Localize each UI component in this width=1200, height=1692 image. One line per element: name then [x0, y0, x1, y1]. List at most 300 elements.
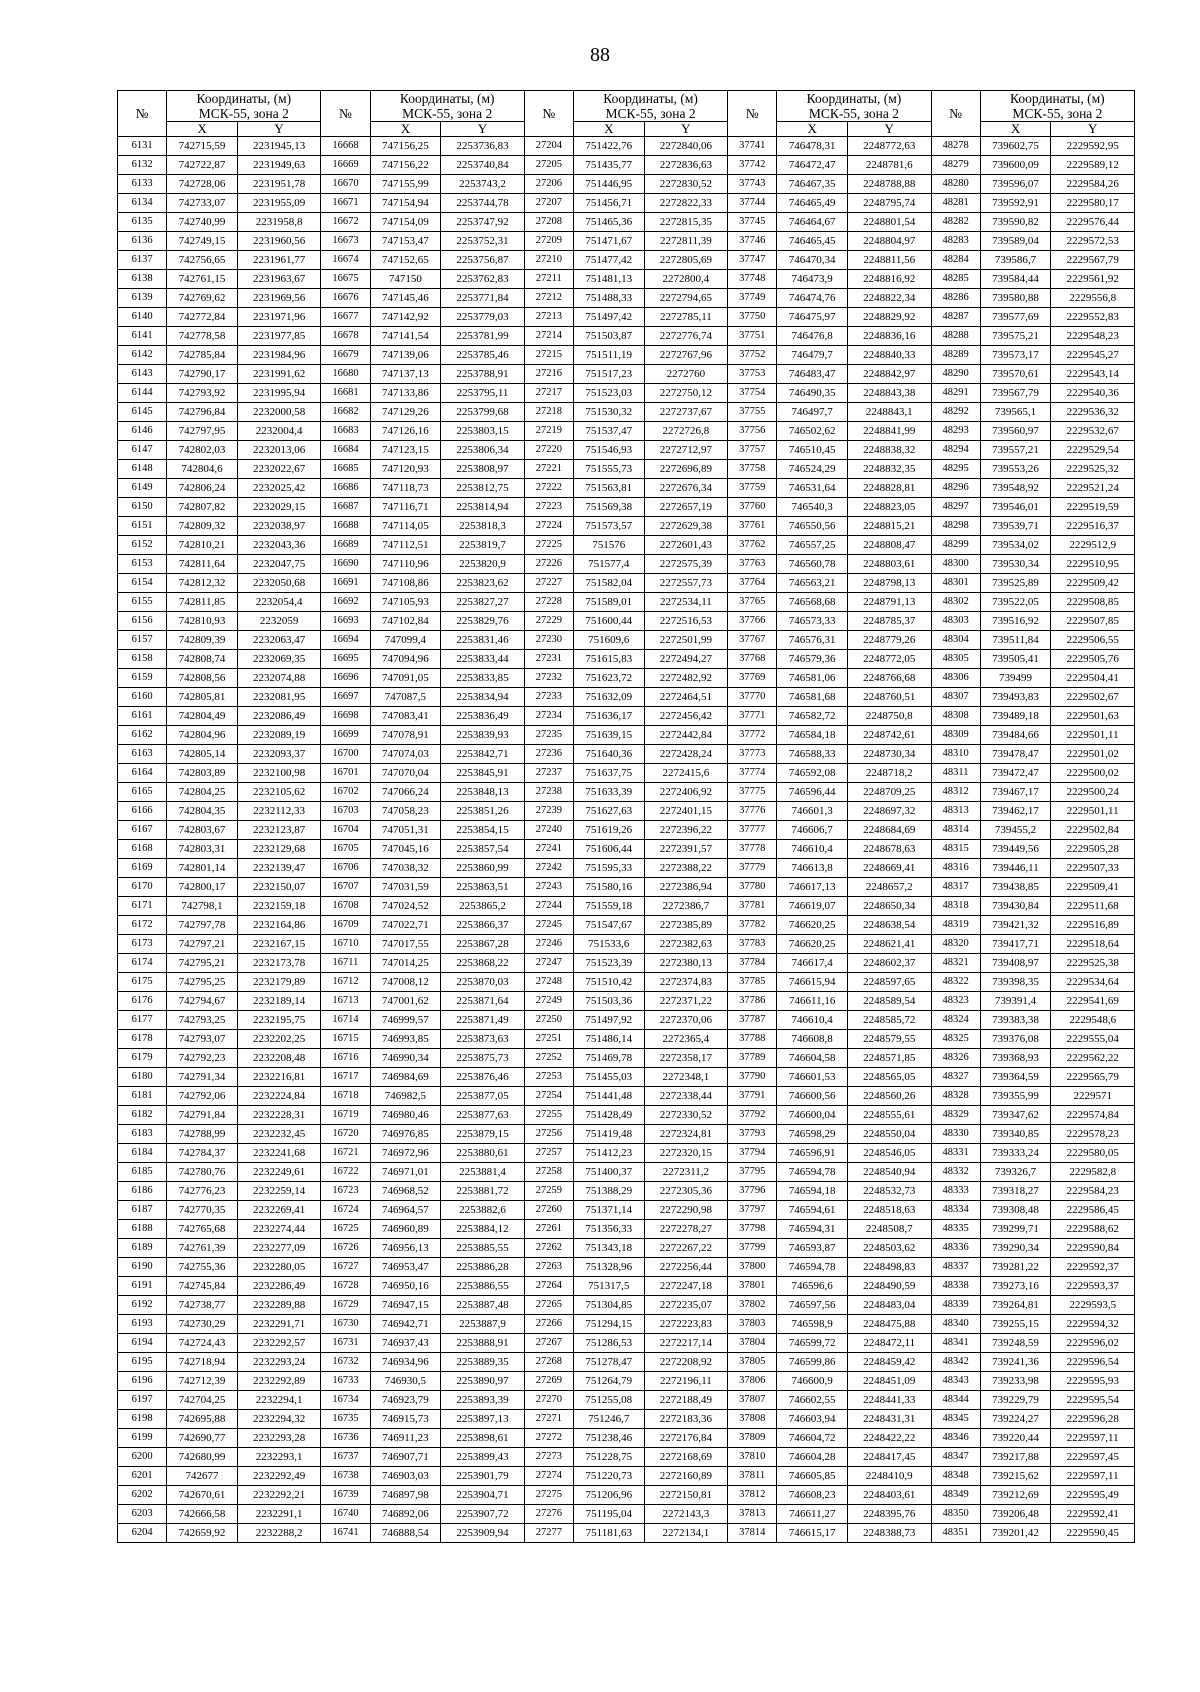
y-value: 2232173,78 — [237, 954, 321, 973]
y-value: 2231961,77 — [237, 251, 321, 270]
y-value: 2229586,45 — [1051, 1201, 1135, 1220]
y-value: 2229595,49 — [1051, 1486, 1135, 1505]
point-number: 37755 — [728, 403, 777, 422]
y-value: 2232081,95 — [237, 688, 321, 707]
y-value: 2229592,95 — [1051, 137, 1135, 156]
x-value: 739589,04 — [980, 232, 1051, 251]
y-value: 2253889,35 — [441, 1353, 525, 1372]
y-value: 2232277,09 — [237, 1239, 321, 1258]
table-row — [118, 1087, 1135, 1106]
x-value: 742808,74 — [167, 650, 238, 669]
x-value: 742790,17 — [167, 365, 238, 384]
y-value: 2248841,99 — [848, 422, 932, 441]
x-value: 751533,6 — [573, 935, 644, 954]
point-number: 27206 — [524, 175, 573, 194]
point-number: 48350 — [931, 1505, 980, 1524]
point-number: 27247 — [524, 954, 573, 973]
y-value: 2229596,02 — [1051, 1334, 1135, 1353]
y-value: 2229571 — [1051, 1087, 1135, 1106]
y-value: 2229565,79 — [1051, 1068, 1135, 1087]
x-value: 746600,9 — [777, 1372, 848, 1391]
y-value: 2253836,49 — [441, 707, 525, 726]
x-value: 746592,08 — [777, 764, 848, 783]
coord-header: Координаты, (м) МСК-55, зона 2 — [573, 91, 727, 122]
point-number: 6194 — [118, 1334, 167, 1353]
coordinates-table — [117, 90, 1135, 1543]
table-row — [118, 1524, 1135, 1543]
x-value: 751537,47 — [573, 422, 644, 441]
y-value: 2248803,61 — [848, 555, 932, 574]
point-number: 16701 — [321, 764, 370, 783]
x-value: 742795,21 — [167, 954, 238, 973]
point-number: 16706 — [321, 859, 370, 878]
x-value: 739573,17 — [980, 346, 1051, 365]
x-value: 746617,13 — [777, 878, 848, 897]
point-number: 6153 — [118, 555, 167, 574]
x-value: 746993,85 — [370, 1030, 441, 1049]
x-value: 742695,88 — [167, 1410, 238, 1429]
point-number: 6136 — [118, 232, 167, 251]
y-value: 2248403,61 — [848, 1486, 932, 1505]
table-row — [118, 232, 1135, 251]
point-number: 27253 — [524, 1068, 573, 1087]
point-number: 48321 — [931, 954, 980, 973]
x-value: 742809,32 — [167, 517, 238, 536]
point-number: 6164 — [118, 764, 167, 783]
y-value: 2248431,31 — [848, 1410, 932, 1429]
y-value: 2229595,93 — [1051, 1372, 1135, 1391]
x-value: 742811,64 — [167, 555, 238, 574]
point-number: 48279 — [931, 156, 980, 175]
x-value: 746598,9 — [777, 1315, 848, 1334]
y-value: 2272494,27 — [644, 650, 728, 669]
y-value: 2272534,11 — [644, 593, 728, 612]
point-number: 6173 — [118, 935, 167, 954]
x-value: 739340,85 — [980, 1125, 1051, 1144]
x-value: 751264,79 — [573, 1372, 644, 1391]
y-value: 2232292,57 — [237, 1334, 321, 1353]
page-number: 88 — [590, 44, 610, 66]
y-value: 2272396,22 — [644, 821, 728, 840]
point-number: 6165 — [118, 783, 167, 802]
y-value: 2253851,26 — [441, 802, 525, 821]
x-value: 746980,46 — [370, 1106, 441, 1125]
y-value: 2248579,55 — [848, 1030, 932, 1049]
y-value: 2229516,37 — [1051, 517, 1135, 536]
y-value: 2253834,94 — [441, 688, 525, 707]
y-value: 2253876,46 — [441, 1068, 525, 1087]
y-value: 2272183,36 — [644, 1410, 728, 1429]
table-row — [118, 1429, 1135, 1448]
point-number: 27234 — [524, 707, 573, 726]
y-value: 2253845,91 — [441, 764, 525, 783]
point-number: 27216 — [524, 365, 573, 384]
point-number: 48308 — [931, 707, 980, 726]
point-number: 16681 — [321, 384, 370, 403]
point-number: 37752 — [728, 346, 777, 365]
x-value: 739299,71 — [980, 1220, 1051, 1239]
point-number: 6171 — [118, 897, 167, 916]
y-value: 2229588,62 — [1051, 1220, 1135, 1239]
point-number: 27228 — [524, 593, 573, 612]
point-number: 27268 — [524, 1353, 573, 1372]
table-header — [118, 91, 1135, 137]
y-value: 2248472,11 — [848, 1334, 932, 1353]
y-value: 2248697,32 — [848, 802, 932, 821]
y-value: 2272575,39 — [644, 555, 728, 574]
x-value: 751600,44 — [573, 612, 644, 631]
y-header: Y — [441, 122, 525, 137]
y-value: 2272196,11 — [644, 1372, 728, 1391]
point-number: 37768 — [728, 650, 777, 669]
point-number: 6181 — [118, 1087, 167, 1106]
y-value: 2253867,28 — [441, 935, 525, 954]
y-value: 2229594,32 — [1051, 1315, 1135, 1334]
x-value: 751546,93 — [573, 441, 644, 460]
point-number: 16707 — [321, 878, 370, 897]
y-value: 2232286,49 — [237, 1277, 321, 1296]
point-number: 48304 — [931, 631, 980, 650]
x-value: 747031,59 — [370, 878, 441, 897]
point-number: 16697 — [321, 688, 370, 707]
point-number: 48345 — [931, 1410, 980, 1429]
point-number: 16712 — [321, 973, 370, 992]
y-value: 2229512,9 — [1051, 536, 1135, 555]
x-value: 747129,26 — [370, 403, 441, 422]
y-value: 2229507,85 — [1051, 612, 1135, 631]
table-row — [118, 403, 1135, 422]
table-row — [118, 194, 1135, 213]
y-value: 2232195,75 — [237, 1011, 321, 1030]
num-header: № — [524, 91, 573, 137]
y-value: 2253865,2 — [441, 897, 525, 916]
point-number: 6152 — [118, 536, 167, 555]
point-number: 37804 — [728, 1334, 777, 1353]
x-value: 746968,52 — [370, 1182, 441, 1201]
point-number: 37803 — [728, 1315, 777, 1334]
y-value: 2231971,96 — [237, 308, 321, 327]
point-number: 27255 — [524, 1106, 573, 1125]
y-value: 2229576,44 — [1051, 213, 1135, 232]
point-number: 37774 — [728, 764, 777, 783]
y-value: 2229574,84 — [1051, 1106, 1135, 1125]
y-value: 2253886,55 — [441, 1277, 525, 1296]
x-value: 751640,36 — [573, 745, 644, 764]
y-value: 2248388,73 — [848, 1524, 932, 1543]
x-value: 746597,56 — [777, 1296, 848, 1315]
x-value: 742810,21 — [167, 536, 238, 555]
y-value: 2253854,15 — [441, 821, 525, 840]
point-number: 16677 — [321, 308, 370, 327]
x-value: 747156,25 — [370, 137, 441, 156]
x-value: 746576,31 — [777, 631, 848, 650]
y-value: 2253873,63 — [441, 1030, 525, 1049]
point-number: 16725 — [321, 1220, 370, 1239]
point-number: 37789 — [728, 1049, 777, 1068]
point-number: 48301 — [931, 574, 980, 593]
y-value: 2272365,4 — [644, 1030, 728, 1049]
point-number: 6189 — [118, 1239, 167, 1258]
y-value: 2229501,02 — [1051, 745, 1135, 764]
y-value: 2248815,21 — [848, 517, 932, 536]
y-value: 2229584,26 — [1051, 175, 1135, 194]
point-number: 16710 — [321, 935, 370, 954]
x-value: 742690,77 — [167, 1429, 238, 1448]
y-value: 2229536,32 — [1051, 403, 1135, 422]
table-row — [118, 1068, 1135, 1087]
x-value: 742666,58 — [167, 1505, 238, 1524]
point-number: 16680 — [321, 365, 370, 384]
x-value: 751555,73 — [573, 460, 644, 479]
point-number: 27226 — [524, 555, 573, 574]
y-value: 2248638,54 — [848, 916, 932, 935]
x-value: 739467,17 — [980, 783, 1051, 802]
x-value: 747133,86 — [370, 384, 441, 403]
x-value: 751510,42 — [573, 973, 644, 992]
point-number: 48278 — [931, 137, 980, 156]
x-value: 746540,3 — [777, 498, 848, 517]
x-value: 751609,6 — [573, 631, 644, 650]
x-value: 751246,7 — [573, 1410, 644, 1429]
x-value: 746602,55 — [777, 1391, 848, 1410]
y-value: 2272836,63 — [644, 156, 728, 175]
point-number: 48298 — [931, 517, 980, 536]
point-number: 6139 — [118, 289, 167, 308]
table-row — [118, 498, 1135, 517]
table-row — [118, 1372, 1135, 1391]
point-number: 27277 — [524, 1524, 573, 1543]
x-value: 751636,17 — [573, 707, 644, 726]
x-value: 739505,41 — [980, 650, 1051, 669]
point-number: 27270 — [524, 1391, 573, 1410]
y-value: 2248843,1 — [848, 403, 932, 422]
x-value: 746617,4 — [777, 954, 848, 973]
x-value: 751419,48 — [573, 1125, 644, 1144]
x-value: 739391,4 — [980, 992, 1051, 1011]
y-value: 2272386,94 — [644, 878, 728, 897]
y-value: 2272456,42 — [644, 707, 728, 726]
point-number: 37809 — [728, 1429, 777, 1448]
y-value: 2229567,79 — [1051, 251, 1135, 270]
x-value: 746473,9 — [777, 270, 848, 289]
x-value: 746479,7 — [777, 346, 848, 365]
x-value: 751206,96 — [573, 1486, 644, 1505]
table-row — [118, 555, 1135, 574]
y-value: 2272267,22 — [644, 1239, 728, 1258]
y-value: 2231984,96 — [237, 346, 321, 365]
x-value: 742791,34 — [167, 1068, 238, 1087]
point-number: 48334 — [931, 1201, 980, 1220]
point-number: 48281 — [931, 194, 980, 213]
x-value: 742769,62 — [167, 289, 238, 308]
y-value: 2253885,55 — [441, 1239, 525, 1258]
point-number: 27276 — [524, 1505, 573, 1524]
y-value: 2272388,22 — [644, 859, 728, 878]
x-value: 751435,77 — [573, 156, 644, 175]
table-row — [118, 574, 1135, 593]
point-number: 48347 — [931, 1448, 980, 1467]
x-value: 751255,08 — [573, 1391, 644, 1410]
y-value: 2229521,24 — [1051, 479, 1135, 498]
point-number: 16720 — [321, 1125, 370, 1144]
point-number: 16671 — [321, 194, 370, 213]
point-number: 27245 — [524, 916, 573, 935]
y-value: 2272223,83 — [644, 1315, 728, 1334]
y-header: Y — [848, 122, 932, 137]
point-number: 27267 — [524, 1334, 573, 1353]
y-value: 2232292,21 — [237, 1486, 321, 1505]
x-value: 751497,42 — [573, 308, 644, 327]
x-value: 746464,67 — [777, 213, 848, 232]
point-number: 37784 — [728, 954, 777, 973]
point-number: 48322 — [931, 973, 980, 992]
point-number: 16705 — [321, 840, 370, 859]
point-number: 16685 — [321, 460, 370, 479]
point-number: 27223 — [524, 498, 573, 517]
point-number: 6187 — [118, 1201, 167, 1220]
y-value: 2231951,78 — [237, 175, 321, 194]
y-value: 2253833,85 — [441, 669, 525, 688]
y-value: 2248823,05 — [848, 498, 932, 517]
x-value: 747045,16 — [370, 840, 441, 859]
x-value: 746620,25 — [777, 916, 848, 935]
point-number: 16716 — [321, 1049, 370, 1068]
y-value: 2248842,97 — [848, 365, 932, 384]
point-number: 6192 — [118, 1296, 167, 1315]
table-row — [118, 479, 1135, 498]
x-value: 747118,73 — [370, 479, 441, 498]
point-number: 48296 — [931, 479, 980, 498]
x-value: 746584,18 — [777, 726, 848, 745]
y-value: 2253829,76 — [441, 612, 525, 631]
point-number: 16695 — [321, 650, 370, 669]
x-value: 746475,97 — [777, 308, 848, 327]
y-value: 2248490,59 — [848, 1277, 932, 1296]
x-value: 751576 — [573, 536, 644, 555]
point-number: 37778 — [728, 840, 777, 859]
table-row — [118, 1334, 1135, 1353]
table-row — [118, 1030, 1135, 1049]
point-number: 48335 — [931, 1220, 980, 1239]
y-value: 2272712,97 — [644, 441, 728, 460]
y-value: 2272737,67 — [644, 403, 728, 422]
y-value: 2272811,39 — [644, 232, 728, 251]
point-number: 48310 — [931, 745, 980, 764]
point-number: 48294 — [931, 441, 980, 460]
y-value: 2229519,59 — [1051, 498, 1135, 517]
y-value: 2229518,64 — [1051, 935, 1135, 954]
x-value: 747017,55 — [370, 935, 441, 954]
point-number: 16711 — [321, 954, 370, 973]
point-number: 16709 — [321, 916, 370, 935]
y-value: 2231949,63 — [237, 156, 321, 175]
x-value: 747051,31 — [370, 821, 441, 840]
x-value: 751446,95 — [573, 175, 644, 194]
x-value: 746610,4 — [777, 840, 848, 859]
y-value: 2272380,13 — [644, 954, 728, 973]
x-value: 739229,79 — [980, 1391, 1051, 1410]
y-value: 2229545,27 — [1051, 346, 1135, 365]
y-value: 2248804,97 — [848, 232, 932, 251]
x-value: 742800,17 — [167, 878, 238, 897]
x-value: 746467,35 — [777, 175, 848, 194]
x-value: 751530,32 — [573, 403, 644, 422]
x-value: 746531,64 — [777, 479, 848, 498]
x-value: 739525,89 — [980, 574, 1051, 593]
x-value: 746594,78 — [777, 1258, 848, 1277]
point-number: 16684 — [321, 441, 370, 460]
y-value: 2253744,78 — [441, 194, 525, 213]
y-value: 2272785,11 — [644, 308, 728, 327]
point-number: 16724 — [321, 1201, 370, 1220]
x-value: 742808,56 — [167, 669, 238, 688]
y-value: 2232159,18 — [237, 897, 321, 916]
y-value: 2272760 — [644, 365, 728, 384]
point-number: 16691 — [321, 574, 370, 593]
x-value: 739347,62 — [980, 1106, 1051, 1125]
y-value: 2272348,1 — [644, 1068, 728, 1087]
y-value: 2253848,13 — [441, 783, 525, 802]
y-value: 2253747,92 — [441, 213, 525, 232]
x-value: 742715,59 — [167, 137, 238, 156]
point-number: 27212 — [524, 289, 573, 308]
point-number: 27240 — [524, 821, 573, 840]
x-value: 742793,07 — [167, 1030, 238, 1049]
x-value: 742765,68 — [167, 1220, 238, 1239]
x-value: 746615,17 — [777, 1524, 848, 1543]
x-value: 739567,79 — [980, 384, 1051, 403]
coord-header: Координаты, (м) МСК-55, зона 2 — [777, 91, 931, 122]
point-number: 27222 — [524, 479, 573, 498]
y-value: 2248451,09 — [848, 1372, 932, 1391]
x-value: 746903,03 — [370, 1467, 441, 1486]
point-number: 27275 — [524, 1486, 573, 1505]
table-row — [118, 1505, 1135, 1524]
point-number: 37812 — [728, 1486, 777, 1505]
coord-header: Координаты, (м) МСК-55, зона 2 — [370, 91, 524, 122]
x-value: 751486,14 — [573, 1030, 644, 1049]
y-value: 2253803,15 — [441, 422, 525, 441]
point-number: 48333 — [931, 1182, 980, 1201]
point-number: 27260 — [524, 1201, 573, 1220]
y-value: 2248585,72 — [848, 1011, 932, 1030]
table-row — [118, 1353, 1135, 1372]
x-value: 746593,87 — [777, 1239, 848, 1258]
num-header: № — [728, 91, 777, 137]
point-number: 6193 — [118, 1315, 167, 1334]
x-value: 751422,76 — [573, 137, 644, 156]
x-value: 746465,45 — [777, 232, 848, 251]
y-value: 2232043,36 — [237, 536, 321, 555]
y-value: 2229593,37 — [1051, 1277, 1135, 1296]
y-value: 2253812,75 — [441, 479, 525, 498]
y-value: 2229562,22 — [1051, 1049, 1135, 1068]
y-value: 2248795,74 — [848, 194, 932, 213]
table-row — [118, 783, 1135, 802]
y-value: 2232105,62 — [237, 783, 321, 802]
point-number: 48306 — [931, 669, 980, 688]
point-number: 48332 — [931, 1163, 980, 1182]
x-value: 739592,91 — [980, 194, 1051, 213]
point-number: 27233 — [524, 688, 573, 707]
table-row — [118, 1315, 1135, 1334]
point-number: 16717 — [321, 1068, 370, 1087]
point-number: 27225 — [524, 536, 573, 555]
y-value: 2272324,81 — [644, 1125, 728, 1144]
y-value: 2272382,63 — [644, 935, 728, 954]
y-value: 2272482,92 — [644, 669, 728, 688]
point-number: 16696 — [321, 669, 370, 688]
